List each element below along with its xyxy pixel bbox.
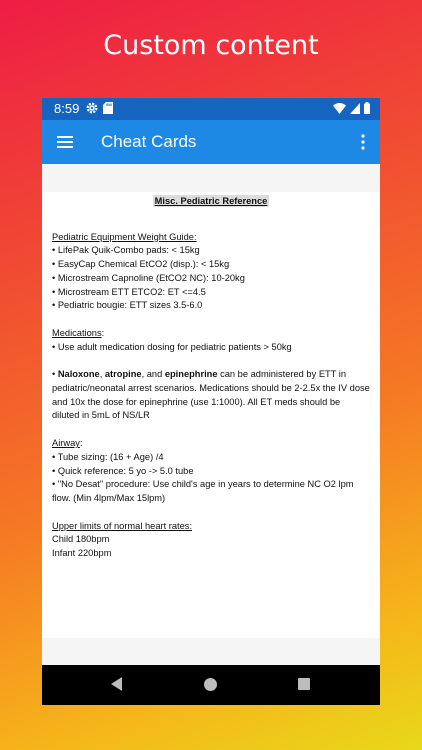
card-title: Misc. Pediatric Reference xyxy=(154,196,268,206)
status-icons-left xyxy=(86,102,113,114)
back-icon[interactable] xyxy=(111,677,123,691)
list-item: • Microstream ETT ETCO2: ET <=4.5 xyxy=(52,286,206,297)
promo-title: Custom content xyxy=(103,30,319,61)
status-time: 8:59 xyxy=(54,101,80,116)
hamburger-icon[interactable] xyxy=(56,133,74,151)
list-item: • "No Desat" procedure: Use child's age in years to determine NC O2 lpm flow. (Min 4lpm/Max 15lpm) xyxy=(52,479,354,503)
list-item: • Use adult medication dosing for pediatric patients > 50kg xyxy=(52,341,292,352)
home-icon[interactable] xyxy=(204,678,217,691)
et-meds-paragraph: • Naloxone, atropine, and epinephrine can be administered by ETT in pediatric/neonatal arrest scenarios. Medications should be 2-2.5x the IV dose and 10x the dose for epinephrine (use 1:1000). All ET meds should be diluted in 5mL of NS/LR xyxy=(52,369,370,421)
list-item: Child 180bpm xyxy=(52,534,110,545)
status-bar xyxy=(42,98,380,120)
list-item: • Tube sizing: (16 + Age) /4 xyxy=(52,451,164,462)
wifi-icon xyxy=(333,103,346,114)
content-bottom-strip xyxy=(42,638,380,665)
list-item: Infant 220bpm xyxy=(52,548,112,559)
navigation-bar xyxy=(42,665,380,705)
cheat-card[interactable] xyxy=(52,192,370,561)
heart-rates-heading: Upper limits of normal heart rates: xyxy=(52,520,193,531)
list-item: • Microstream Capnoline (EtCO2 NC): 10-20kg xyxy=(52,272,245,283)
medications-heading: Medications: xyxy=(52,327,105,338)
app-bar xyxy=(42,120,380,164)
status-icons-right xyxy=(333,102,370,114)
sd-card-icon xyxy=(103,102,113,114)
app-title: Cheat Cards xyxy=(101,132,197,151)
list-item: • EasyCap Chemical EtCO2 (disp.): < 15kg xyxy=(52,259,230,270)
more-vert-icon[interactable] xyxy=(360,133,366,151)
signal-icon xyxy=(350,103,360,114)
list-item: • Quick reference: 5 yo -> 5.0 tube xyxy=(52,465,194,476)
battery-icon xyxy=(364,102,370,114)
phone-screen xyxy=(42,98,380,705)
content-top-strip xyxy=(42,164,380,192)
list-item: • LifePak Quik-Combo pads: < 15kg xyxy=(52,245,200,256)
airway-heading: Airway: xyxy=(52,438,83,449)
gear-icon xyxy=(86,102,98,114)
list-item: • Pediatric bougie: ETT sizes 3.5-6.0 xyxy=(52,300,203,311)
equipment-heading: Pediatric Equipment Weight Guide: xyxy=(52,231,197,242)
recents-icon[interactable] xyxy=(298,678,310,690)
